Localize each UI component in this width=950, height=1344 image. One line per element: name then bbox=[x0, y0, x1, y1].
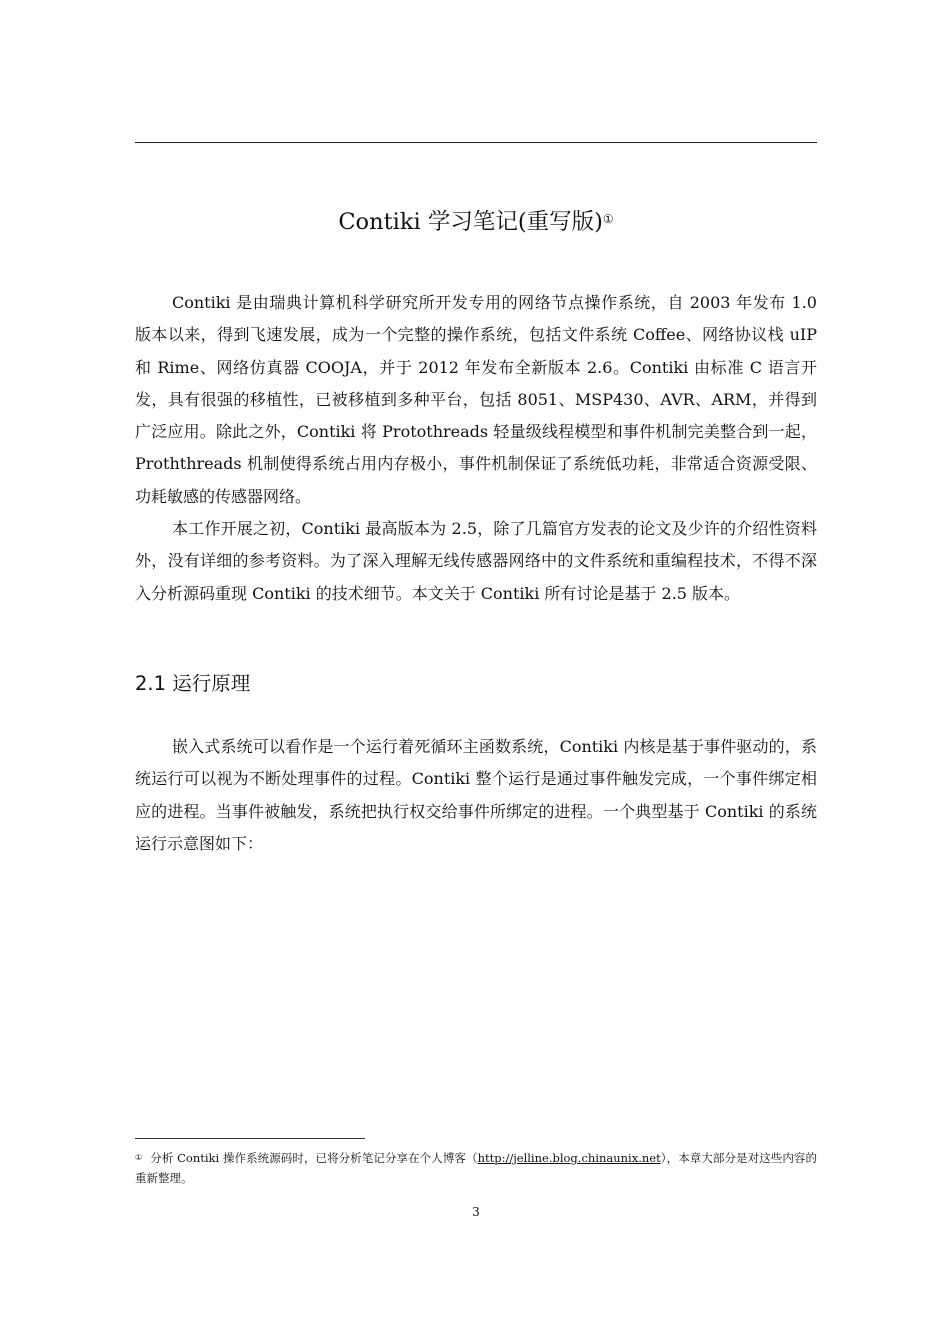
title-footnote-marker[interactable]: ① bbox=[602, 212, 614, 226]
footnote-rule bbox=[135, 1138, 365, 1139]
footnote-text-after: ），本章大部分是对这些内容的重新整理。 bbox=[135, 1151, 818, 1185]
section-paragraph: 嵌入式系统可以看作是一个运行着死循环主函数系统，Contiki 内核是基于事件驱动的，系统运行可以视为不断处理事件的过程。Contiki 整个运行是通过事件触发完成，一个事件绑定相应的进程。当事件被触发，系统把执行权交给事件所绑定的进程。一个典型基于 Contiki 的系统运行示意图如下： bbox=[135, 737, 817, 853]
intro-paragraph-1: Contiki 是由瑞典计算机科学研究所开发专用的网络节点操作系统，自 2003 年发布 1.0 版本以来，得到飞速发展，成为一个完整的操作系统，包括文件系统 Coffee、网络协议栈 uIP 和 Rime、网络仿真器 COOJA，并于 2012 年发布全新版本 2.6。Contiki 由标准 C 语言开发，具有很强的移植性，已被移植到多种平台，包括 8051、MSP430、AVR、ARM，并得到广泛应用。除此之外，Contiki 将 Protothreads 轻量级线程模型和事件机制完美整合到一起，Proththreads 机制使得系统占用内存极小，事件机制保证了系统低功耗，非常适合资源受限、功耗敏感的传感器网络。 bbox=[135, 293, 817, 506]
page-number: 3 bbox=[472, 1205, 480, 1219]
section-heading: 2.1 运行原理 bbox=[135, 672, 251, 695]
intro-paragraph-2: 本工作开展之初，Contiki 最高版本为 2.5，除了几篇官方发表的论文及少许的介绍性资料外，没有详细的参考资料。为了深入理解无线传感器网络中的文件系统和重编程技术，不得不深入分析源码重现 Contiki 的技术细节。本文关于 Contiki 所有讨论是基于 2.5 版本。 bbox=[135, 519, 817, 603]
header-rule bbox=[135, 142, 817, 143]
footnote-text-before: 分析 Contiki 操作系统源码时，已将分析笔记分享在个人博客（ bbox=[150, 1151, 478, 1165]
footnote bbox=[135, 1148, 817, 1188]
document-title bbox=[135, 204, 817, 240]
title-text: Contiki 学习笔记(重写版) bbox=[338, 209, 603, 235]
footnote-marker: ① bbox=[135, 1153, 143, 1162]
blog-link[interactable]: http://jelline.blog.chinaunix.net bbox=[477, 1151, 661, 1165]
